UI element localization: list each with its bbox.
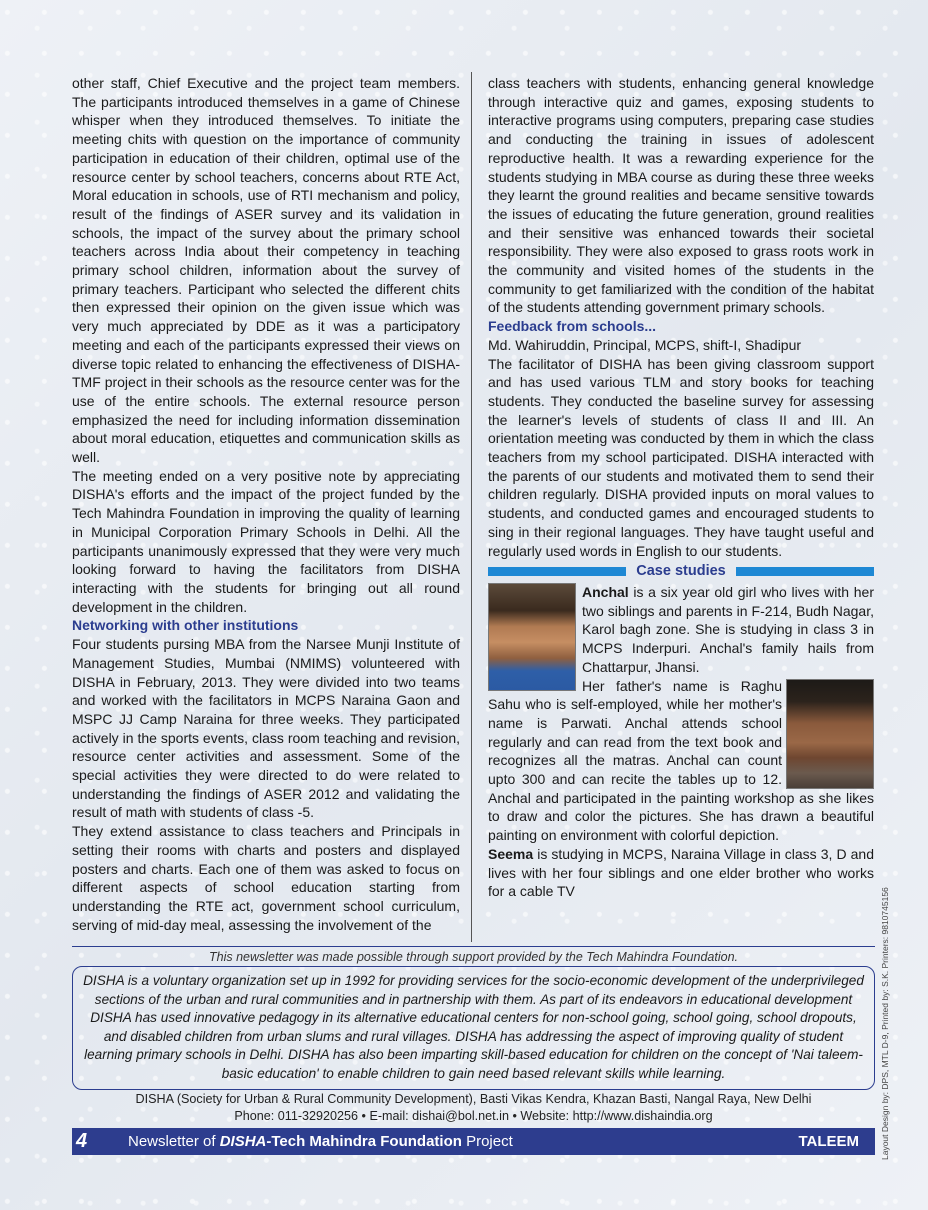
footer-bar (72, 1128, 875, 1155)
address-line-2: Phone: 011-32920256 • E-mail: dishai@bol.net.in • Website: http://www.dishaindia.org (234, 1109, 713, 1123)
right-para-2: The facilitator of DISHA has been giving classroom support and has used various TLM and story books for teaching students. They conducted the baseline survey for assessing the learner's levels of students of class II and III. An orientation meeting was conducted by them in which the class teachers from my school participated. DISHA interacted with the parents of our students and motivated them to send their children regularly. DISHA provided inputs on moral values to students, and conducted games and encouraged students to sing in their regional languages. They have taught useful and regularly used words in English to our students. (488, 355, 874, 559)
case-studies-title: Case studies (636, 563, 726, 580)
case-studies-banner (488, 562, 874, 581)
newsletter-bold: -Tech Mahindra Foundation (266, 1133, 462, 1150)
side-credit: Layout Design by: DPS, MTL D-9, Printed by: S.K. Printers: 9810745156 (880, 887, 890, 1160)
address-block (72, 1091, 875, 1125)
feedback-heading: Feedback from schools... (488, 318, 657, 335)
page-number: 4 (76, 1130, 88, 1152)
right-para-1: class teachers with students, enhancing general knowledge through interactive quiz and games, exposing students to interactive programs using computers, preparing case studies and conducting the training in issues of adolescent reproductive health. It was a rewarding experience for the students studying in MBA course as during these three weeks they learnt the ground realities and became sensitive towards the issues of educating the future generation, ground realities and their sensitive was enhanced towards their societal responsibility. They were also exposed to grass roots work in the community and visited homes of the students in the community to get familiarized with the condition of the habitat of the students attending government primary schools. (488, 75, 874, 316)
support-line: This newsletter was made possible through support provided by the Tech Mahindra Foundation. (208, 950, 738, 964)
left-para-4: They extend assistance to class teachers and Principals in setting their rooms with charts and posters and displayed posters and charts. Each one of them was asked to focus on different aspects of school education starting from understanding the RTE act, government school curriculum, serving of mid-day meal, assessing the involvement of the (72, 823, 460, 933)
left-column (72, 74, 460, 934)
footer-rule (72, 946, 875, 947)
newsletter-disha: DISHA (219, 1133, 267, 1150)
newsletter-prefix: Newsletter of (128, 1133, 220, 1150)
anchal-text-2: Her father's name is Raghu Sahu who is self-employed, while her mother's name is Parwati. Anchal attends school regularly and can read from the text book and recognizes all the matras. Anchal can count upto 300 and can recite the tables up to 12. Anchal and participated in the painting workshop as she likes to draw and color the pictures. She has drawn a beautiful painting on environment with colorful depiction. (488, 677, 874, 844)
seema-photo (786, 679, 874, 789)
taleem-label: TALEEM (798, 1133, 859, 1150)
newsletter-title (128, 1133, 798, 1150)
about-disha-box: DISHA is a voluntary organization set up in 1992 for providing services for the socio-economic development of the underprivileged sections of the urban and rural communities and in partnership with them. As part of its endeavors in educational development DISHA has used innovative pedagogy in its alternative educational centers for non-school going, school going, school dropouts, and disabled children from urban slums and rural villages. DISHA has addressing the aspect of improving quality of student learning primary schools in Delhi. DISHA has also been imparting skill-based education for children on the concept of 'Nai taleem-basic education' to enable children to gain need based relevant skills while learning. (72, 966, 875, 1090)
feedback-author: Md. Wahiruddin, Principal, MCPS, shift-I, Shadipur (488, 336, 802, 353)
banner-bar-left (488, 567, 626, 576)
address-line-1: DISHA (Society for Urban & Rural Community Development), Basti Vikas Kendra, Khazan Basti, Nangal Raya, New Delhi (135, 1092, 812, 1106)
anchal-text-1: is a six year old girl who lives with her two siblings and parents in F-214, Budh Nagar, Karol bagh zone. She is studying in class 3 in MCPS Inderpuri. Anchal's family hails from Chattarpur, Jhansi. (582, 583, 874, 675)
anchal-photo (488, 583, 576, 691)
anchal-name: Anchal (582, 583, 629, 600)
seema-case (488, 845, 874, 901)
banner-bar-right (736, 567, 874, 576)
left-para-2: The meeting ended on a very positive note by appreciating DISHA's efforts and the impact of the project funded by the Tech Mahindra Foundation in improving the quality of learning in Municipal Corporation Primary Schools in Delhi. All the participants unanimously expressed that they were very much looking forward to having the facilitators from DISHA interacting with the students for bringing out all round development in the children. (72, 467, 460, 615)
column-divider (471, 72, 472, 942)
seema-name: Seema (488, 845, 534, 862)
newsletter-suffix: Project (461, 1133, 513, 1150)
networking-heading: Networking with other institutions (72, 617, 299, 634)
left-para-3: Four students pursing MBA from the Narsee Munji Institute of Management Studies, Mumbai (NMIMS) volunteered with DISHA in February, 2013. They were divided into two teams and worked with the facilitators in MCPS Naraina Gaon and MSPC JJ Camp Naraina for three weeks. They participated actively in the sports events, class room teaching and revision, resource center activities and assessment. Some of the special activities they were directed to do were related to understanding the findings of ASER 2012 and validating the result of math with students of class -5. (72, 636, 460, 821)
right-column (488, 74, 874, 901)
seema-text: is studying in MCPS, Naraina Village in class 3, D and lives with her four siblings and one elder brother who works for a cable TV (488, 845, 874, 900)
left-para-1: other staff, Chief Executive and the project team members. The participants introduced themselves in a game of Chinese whisper when they introduced themselves. To initiate the meeting chits with question on the importance of community participation in education of their children, optimal use of the resource center by school teachers, concerns about RTE Act, Moral education in schools, use of RTI mechanism and policy, result of the findings of ASER survey and its validation in schools, the impact of the survey about the primary school teachers across India about their competency in teaching primary school children, information about the survey of primary teachers. Participant who selected the different chits then expressed their opinion on the given issue which was very much appreciated by DDE as it was a participatory meeting and each of the participants expressed their views on diverse topic related to enhancing the effectiveness of DISHA-TMF project in their schools as the resource center was for the use of the entire schools. The external resource person emphasized the need for including information dissemination about moral education, etiquettes and communication skills as well. (72, 75, 460, 466)
anchal-case-2 (488, 677, 874, 845)
